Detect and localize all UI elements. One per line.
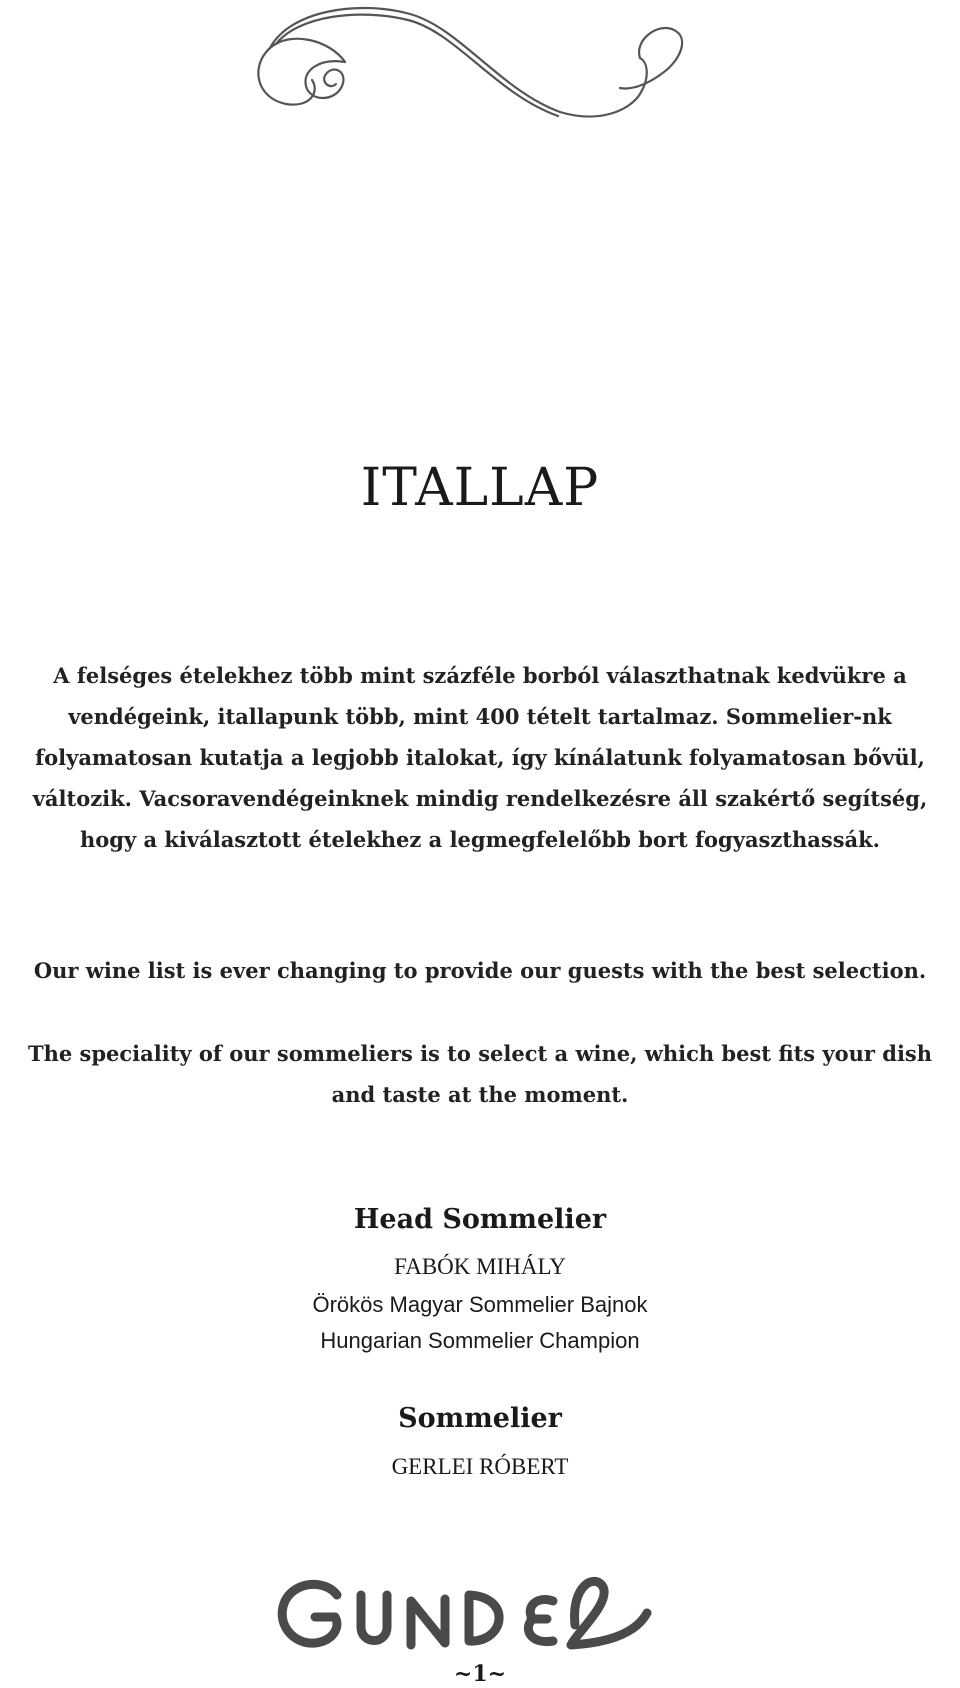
page-title: ITALLAP xyxy=(360,458,600,518)
head-sommelier-title-hu: Örökös Magyar Sommelier Bajnok xyxy=(312,1292,648,1317)
head-sommelier-title-en: Hungarian Sommelier Champion xyxy=(320,1328,640,1353)
sommelier-heading: Sommelier xyxy=(398,1403,562,1434)
page-number: ~1~ xyxy=(453,1661,507,1687)
intro-hungarian: A felséges ételekhez több mint százféle borból választhatnak kedvükre a vendégeink, itallapunk több, mint 400 tételt tartalmaz. Sommelier-nk folyamatosan kutatja a legjobb italokat, így kínálatunk folyamatosan bővül, változik. Vacsoravendégeinknek mindig rendelkezésre áll szakértő segítség, hogy a kiválasztott ételekhez a legmegfelelőbb bort fogyaszthassák. xyxy=(32,663,928,852)
head-sommelier-name: FABÓK MIHÁLY xyxy=(394,1254,566,1279)
scroll-flourish-icon xyxy=(250,0,710,130)
intro-english-2: The speciality of our sommeliers is to select a wine, which best fits your dish and taste at the moment. xyxy=(27,1041,933,1107)
head-sommelier-heading: Head Sommelier xyxy=(353,1204,607,1235)
gundel-logo xyxy=(275,1565,655,1665)
sommelier-name: GERLEI RÓBERT xyxy=(391,1454,569,1479)
intro-english-1: Our wine list is ever changing to provide our guests with the best selection. xyxy=(33,958,927,983)
